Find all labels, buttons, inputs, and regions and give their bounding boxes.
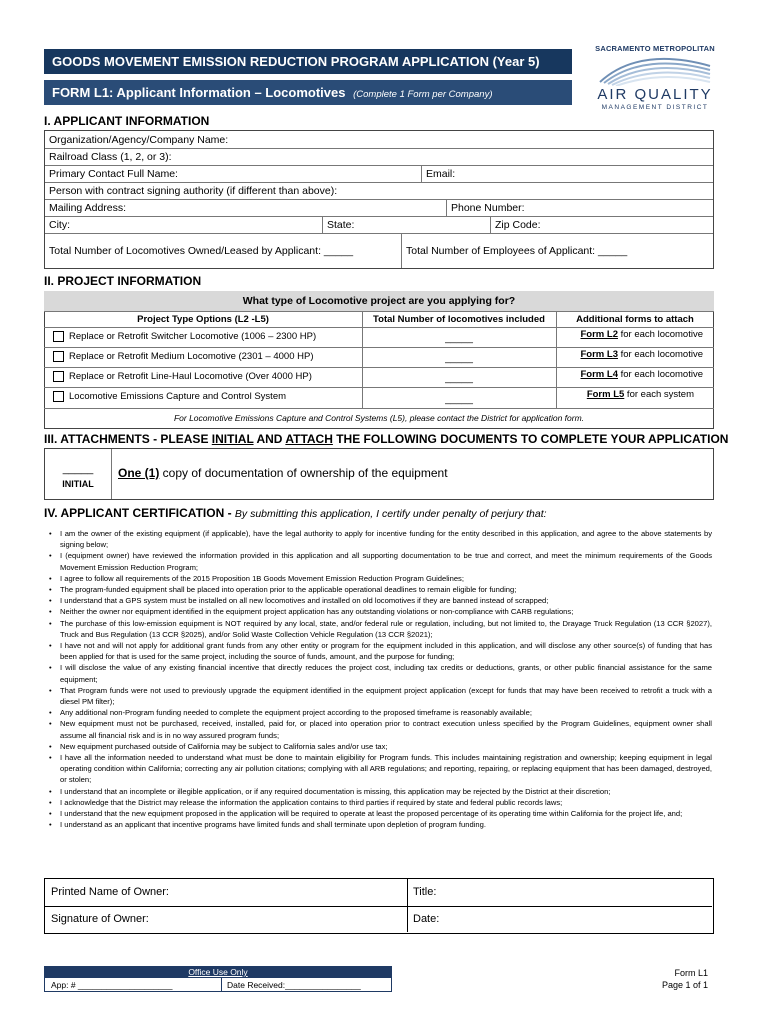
attachments-title-post: THE FOLLOWING DOCUMENTS TO COMPLETE YOUR APPLICATION xyxy=(332,432,729,446)
section-applicant-title: I. APPLICANT INFORMATION xyxy=(44,114,210,128)
form-l4-suffix: for each locomotive xyxy=(617,369,703,380)
office-use-header: Office Use Only xyxy=(45,967,391,978)
project-question: What type of Locomotive project are you applying for? xyxy=(44,291,714,311)
form-l3-suffix: for each locomotive xyxy=(617,349,703,360)
section-project-title: II. PROJECT INFORMATION xyxy=(44,274,202,288)
section-certification-title xyxy=(44,506,547,520)
email-field[interactable]: Email: xyxy=(426,168,456,180)
certification-item: • Any additional non-Program funding needed to complete the equipment project according to the proposed timeframe is reasonably available; xyxy=(46,707,712,718)
certification-item: • I have not and will not apply for additional grant funds from any other entity or program for the equipment included in this application, and will disclose any other source(s) of funding that has been applied for that is used for the same project, including the source of funds, amount, and the purpose for funding; xyxy=(46,640,712,662)
certification-list xyxy=(46,528,712,830)
ownership-count: One (1) xyxy=(118,466,160,480)
line-haul-count-field[interactable]: _____ xyxy=(445,373,473,384)
option-capture-control: Locomotive Emissions Capture and Control System xyxy=(69,391,287,402)
initial-blank-field[interactable]: _____ xyxy=(62,463,94,475)
project-note: For Locomotive Emissions Capture and Control Systems (L5), please contact the District for application form. xyxy=(173,413,585,423)
certification-subtitle: By submitting this application, I certify under penalty of perjury that: xyxy=(234,508,547,520)
signing-authority-field[interactable]: Person with contract signing authority (if different than above): xyxy=(49,185,338,197)
attachments-title-mid: AND xyxy=(253,432,286,446)
state-field[interactable]: State: xyxy=(327,219,355,231)
certification-item: • The program-funded equipment shall be placed into operation prior to the applicable operational deadlines to remain eligible for funding; xyxy=(46,584,712,595)
signature-table xyxy=(44,878,714,934)
logo-sub-text: MANAGEMENT DISTRICT xyxy=(601,104,709,111)
certification-item: • New equipment purchased outside of California may be subject to California sales and/or use tax; xyxy=(46,741,712,752)
program-title: GOODS MOVEMENT EMISSION REDUCTION PROGRAM APPLICATION (Year 5) xyxy=(52,54,540,69)
capture-control-count-field[interactable]: _____ xyxy=(445,394,473,405)
option-switcher: Replace or Retrofit Switcher Locomotive (1006 – 2300 HP) xyxy=(69,331,317,342)
certification-item: • I will disclose the value of any existing financial incentive that directly reduces the project cost, including tax credits or deductions, grants, or other public financial assistance for the same equipment; xyxy=(46,662,712,684)
ownership-document-item xyxy=(118,466,448,480)
form-title: FORM L1: Applicant Information – Locomotives xyxy=(52,85,346,100)
capture-control-checkbox[interactable] xyxy=(53,391,64,402)
attachments-title-attach: ATTACH xyxy=(285,432,333,446)
printed-name-field[interactable]: Printed Name of Owner: xyxy=(51,886,169,898)
medium-count-field[interactable]: _____ xyxy=(445,353,473,364)
option-line-haul: Replace or Retrofit Line-Haul Locomotive (Over 4000 HP) xyxy=(69,371,312,382)
certification-item: • I understand as an applicant that incentive programs have limited funds and shall terminate upon depletion of program funding. xyxy=(46,819,712,830)
form-l2-ref xyxy=(556,329,703,340)
zip-code-field[interactable]: Zip Code: xyxy=(495,219,541,231)
switcher-checkbox[interactable] xyxy=(53,331,64,342)
switcher-count-field[interactable]: _____ xyxy=(445,333,473,344)
form-l5-link[interactable]: Form L5 xyxy=(586,389,625,400)
col-additional-forms: Additional forms to attach xyxy=(576,314,694,325)
form-l3-link[interactable]: Form L3 xyxy=(580,349,618,360)
option-medium: Replace or Retrofit Medium Locomotive (2301 – 4000 HP) xyxy=(69,351,314,362)
footer-page-number: Page 1 of 1 xyxy=(661,980,708,990)
certification-item: • I understand that a GPS system must be installed on all new locomotives and installed on old locomotives if they are banned instead of scrapped; xyxy=(46,595,712,606)
ownership-text: copy of documentation of ownership of the equipment xyxy=(159,466,448,480)
primary-contact-field[interactable]: Primary Contact Full Name: xyxy=(49,168,178,180)
total-locomotives-field[interactable]: Total Number of Locomotives Owned/Leased by Applicant: _____ xyxy=(49,245,354,257)
form-l4-ref xyxy=(556,369,703,380)
line-haul-checkbox[interactable] xyxy=(53,371,64,382)
certification-item: • I understand that an incomplete or illegible application, or if any required documentation is missing, this application may be rejected by the District at their discretion; xyxy=(46,786,712,797)
form-title-banner xyxy=(44,80,572,105)
logo-main-text: AIR QUALITY xyxy=(597,86,713,103)
certification-item: • I have all the information needed to understand what must be done to maintain eligibility for Program funds. This includes maintaining registration and ownership; keeping equipment in legal operating condition within California; correcting any air pollution citations; complying with all ARB regulations; and reporting, repairing, or replacing equipment that has been damaged, destroyed, or stolen; xyxy=(46,752,712,786)
program-title-banner xyxy=(44,49,572,74)
signature-field[interactable]: Signature of Owner: xyxy=(51,913,149,925)
office-use-box xyxy=(44,966,392,992)
certification-title: IV. APPLICANT CERTIFICATION - xyxy=(44,506,235,520)
date-received-field[interactable]: Date Received:________________ xyxy=(227,980,361,990)
section-attachments-title xyxy=(44,432,728,446)
mailing-address-field[interactable]: Mailing Address: xyxy=(49,202,127,214)
certification-item: • New equipment must not be purchased, received, installed, paid for, or placed into operation prior to contract execution unless specified by the Program Guidelines, equipment owner shall assume all financial risk and is in no way assured program funds; xyxy=(46,718,712,740)
certification-item: • The purchase of this low-emission equipment is NOT required by any local, state, and/or federal rule or regulation, including, but not limited to, the Drayage Truck Regulation (13 CCR §2027), Truck and Bus Regulation (13 CCR §2025), and/or Solid Waste Collection Vehicle Regulation (13 CCR §2021); xyxy=(46,618,712,640)
attachments-title-pre: III. ATTACHMENTS - PLEASE xyxy=(44,432,212,446)
attachments-title-initial: INITIAL xyxy=(211,432,254,446)
title-field[interactable]: Title: xyxy=(413,886,437,898)
phone-number-field[interactable]: Phone Number: xyxy=(451,202,525,214)
form-subtitle: (Complete 1 Form per Company) xyxy=(353,89,493,100)
total-employees-field[interactable]: Total Number of Employees of Applicant: _____ xyxy=(406,245,628,257)
certification-item: • That Program funds were not used to previously upgrade the equipment identified in the equipment project application (except for funds that may have been received to retrofit a truck with a diesel PM filter); xyxy=(46,685,712,707)
certification-item: • I (equipment owner) have reviewed the information provided in this application and all supporting documentation to be true and correct, and meet the minimum requirements of the Goods Movement Emission Reduction Program; xyxy=(46,550,712,572)
form-l5-ref xyxy=(556,389,694,400)
certification-item: • Neither the owner nor equipment identified in the equipment project application has any outstanding violations or non-compliance with CARB regulations; xyxy=(46,606,712,617)
certification-item: • I am the owner of the existing equipment (if applicable), have the legal authority to apply for incentive funding for the entity described in this application, and agree to the above statements by signing below; xyxy=(46,528,712,550)
form-l4-link[interactable]: Form L4 xyxy=(580,369,618,380)
date-field[interactable]: Date: xyxy=(413,913,440,925)
logo-wave-icon xyxy=(598,52,712,86)
footer-form-id: Form L1 xyxy=(674,968,708,978)
district-logo xyxy=(590,44,720,120)
col-project-type: Project Type Options (L2 -L5) xyxy=(137,314,269,325)
app-number-field[interactable]: App: # ____________________ xyxy=(51,980,173,990)
certification-item: • I acknowledge that the District may release the information the application contains to third parties if required by state and federal public records laws; xyxy=(46,797,712,808)
org-name-field[interactable]: Organization/Agency/Company Name: xyxy=(49,134,229,146)
medium-checkbox[interactable] xyxy=(53,351,64,362)
railroad-class-field[interactable]: Railroad Class (1, 2, or 3): xyxy=(49,151,172,163)
form-l2-link[interactable]: Form L2 xyxy=(580,329,618,340)
applicant-info-table xyxy=(44,130,714,269)
certification-item: • I understand that the new equipment proposed in the application will be required to operate at least the proposed percentage of its operating time within California for the project life, and; xyxy=(46,808,712,819)
certification-item: • I agree to follow all requirements of the 2015 Proposition 1B Goods Movement Emission Reduction Program Guidelines; xyxy=(46,573,712,584)
form-l2-suffix: for each locomotive xyxy=(617,329,703,340)
form-l3-ref xyxy=(556,349,703,360)
form-l5-suffix: for each system xyxy=(624,389,694,400)
col-total-locomotives: Total Number of locomotives included xyxy=(373,314,545,325)
city-field[interactable]: City: xyxy=(49,219,70,231)
logo-top-text: SACRAMENTO METROPOLITAN xyxy=(595,44,715,53)
initial-label: INITIAL xyxy=(62,479,94,489)
